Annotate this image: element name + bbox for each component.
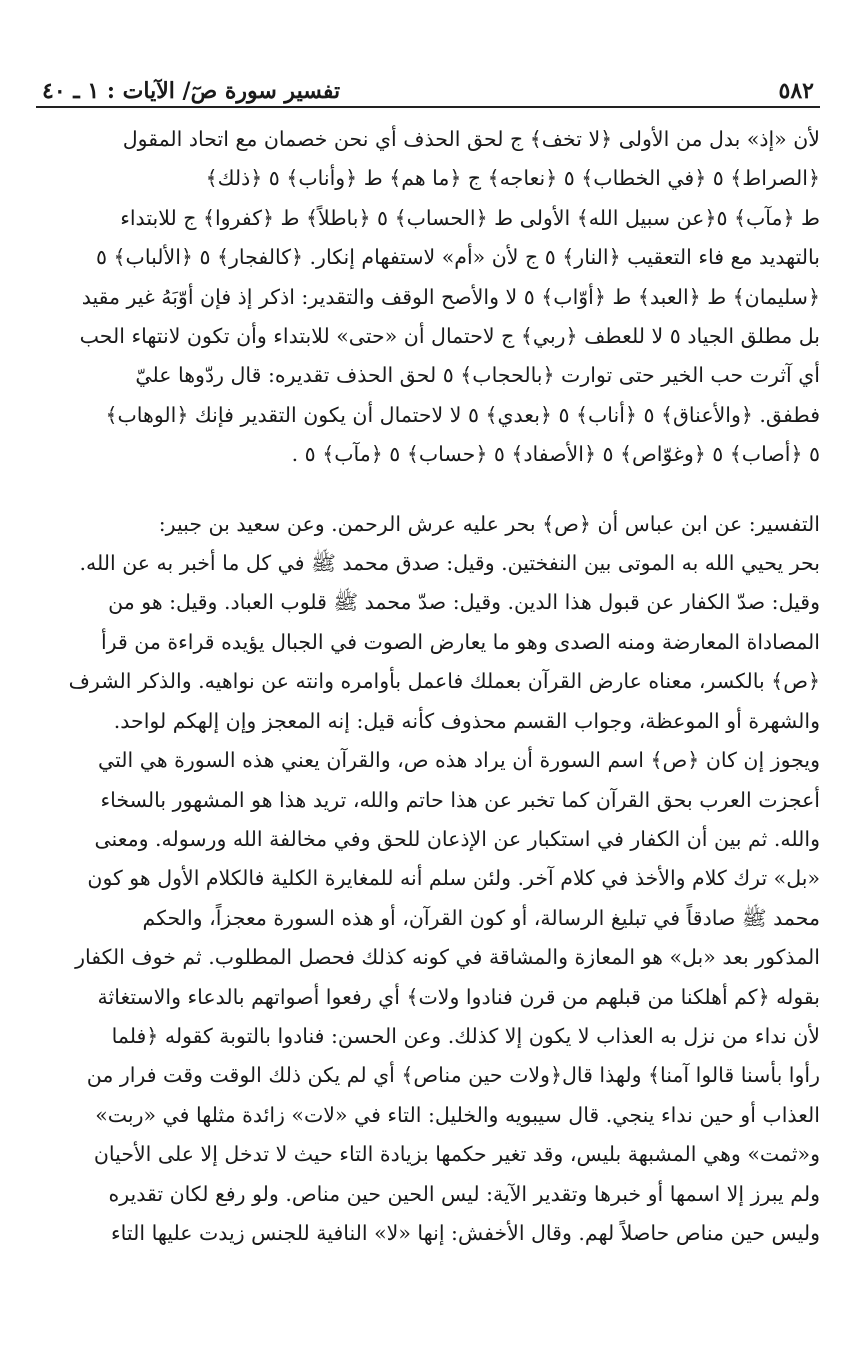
text-line: بالتهديد مع فاء التعقيب ﴿النار﴾ ٥ ج لأن «أم» لاستفهام إنكار. ﴿كالفجار﴾ ٥ ﴿الألباب﴾ ٥ (96, 245, 820, 270)
tafsir-paragraph (36, 505, 820, 1254)
text-line: المصاداة المعارضة ومنه الصدى وهو ما يعارض الصوت في الجبال يؤيده قراءة من قرأ (100, 629, 820, 654)
text-line: ﴿سليمان﴾ ط ﴿العبد﴾ ط ﴿أوّاب﴾ ٥ لا والأصح الوقف والتقدير: اذكر إذ فإن أوّبَهُ غير مقيد (81, 284, 820, 309)
text-line: بل مطلق الجياد ٥ لا للعطف ﴿ربي﴾ ج لاحتمال أن «حتى» للابتداء وأن تكون لانتهاء الحب (79, 324, 820, 349)
text-line: بحر يحيي الله به الموتى بين النفختين. وقيل: صدق محمد ﷺ في كل ما أخبر به عن الله. (79, 551, 820, 576)
text-line: والشهرة أو الموعظة، وجواب القسم محذوف كأنه قيل: إنه المعجز وإن إلهكم لواحد. (113, 708, 820, 733)
page-number: ٥٨٢ (778, 78, 814, 104)
text-line: ط ﴿مآب﴾ ٥﴿عن سبيل الله﴾ الأولى ط ﴿الحساب﴾ ٥ ﴿باطلاً﴾ ط ﴿كفروا﴾ ج للابتداء (120, 205, 820, 230)
text-line: العذاب أو حين نداء ينجي. قال سيبويه والخليل: التاء في «لات» زائدة مثلها في «ربت» (95, 1102, 820, 1127)
running-title: تفسير سورة صٓ/ الآيات : ١ ـ ٤٠ (42, 78, 341, 104)
text-line: بقوله ﴿كم أهلكنا من قبلهم من قرن فنادوا ولات﴾ أي رفعوا أصواتهم بالدعاء والاستغاثة (97, 984, 820, 1009)
text-line: أي آثرت حب الخير حتى توارت ﴿بالحجاب﴾ ٥ لحق الحذف تقديره: قال ردّوها عليّ (135, 363, 820, 388)
text-line: ويجوز إن كان ﴿ص﴾ اسم السورة أن يراد هذه ص، والقرآن يعني هذه السورة هي التي (98, 748, 820, 773)
page-header (36, 66, 820, 108)
book-page (36, 66, 820, 1253)
text-line: والله. ثم بين أن الكفار في استكبار عن الإذعان للحق وفي مخالفة الله ورسوله. ومعنى (94, 826, 820, 851)
text-line: ﴿الصراط﴾ ٥ ﴿في الخطاب﴾ ٥ ﴿نعاجه﴾ ج ﴿ما هم﴾ ط ﴿وأناب﴾ ٥ ﴿ذلك﴾ (205, 166, 820, 191)
text-line: وليس حين مناص حاصلاً لهم. وقال الأخفش: إنها «لا» النافية للجنس زيدت عليها التاء (111, 1220, 820, 1245)
text-line: ﴿ص﴾ بالكسر، معناه عارض القرآن بعملك فاعمل بأوامره وانته عن نواهيه. والذكر الشرف (68, 669, 820, 694)
text-line: ٥ ﴿أصاب﴾ ٥ ﴿وغوّاص﴾ ٥ ﴿الأصفاد﴾ ٥ ﴿حساب﴾ ٥ ﴿مآب﴾ ٥ . (291, 442, 820, 467)
text-line: رأوا بأسنا قالوا آمنا﴾ ولهذا قال﴿ولات حين مناص﴾ أي لم يكن ذلك الوقت وقت فرار من (86, 1063, 820, 1088)
text-line: التفسير: عن ابن عباس أن ﴿ص﴾ بحر عليه عرش الرحمن. وعن سعيد بن جبير: (158, 511, 820, 536)
text-line: محمد ﷺ صادقاً في تبليغ الرسالة، أو كون القرآن، أو هذه السورة معجزاً، والحكم (142, 905, 820, 930)
text-line: وقيل: صدّ الكفار عن قبول هذا الدين. وقيل: صدّ محمد ﷺ قلوب العباد. وقيل: هو من (108, 590, 820, 615)
text-line: فطفق. ﴿والأعناق﴾ ٥ ﴿أناب﴾ ٥ ﴿بعدي﴾ ٥ لا لاحتمال أن يكون التقدير فإنك ﴿الوهاب﴾ (105, 402, 820, 427)
text-line: ولم يبرز إلا اسمها أو خبرها وتقدير الآية: ليس الحين حين مناص. ولو رفع لكان تقديره (108, 1181, 820, 1206)
text-line: أعجزت العرب بحق القرآن كما تخبر عن هذا حاتم والله، تريد هذا هو المشهور بالسخاء (100, 787, 820, 812)
text-line: لأن «إذ» بدل من الأولى ﴿لا تخف﴾ ج لحق الحذف أي نحن خصمان مع اتحاد المقول (122, 127, 820, 151)
text-line: المذكور بعد «بل» هو المعازة والمشاقة في كونه كذلك فحصل المطلوب. ثم خوف الكفار (75, 945, 820, 970)
text-line: لأن نداء من نزل به العذاب لا يكون إلا كذلك. وعن الحسن: فنادوا بالتوبة كقوله ﴿فلما (111, 1023, 820, 1048)
waqf-paragraph (36, 120, 820, 475)
text-line: «بل» ترك كلام والأخذ في كلام آخر. ولئن سلم أنه للمغايرة الكلية فالكلام الأول هو كون (87, 866, 820, 891)
text-line: و«ثمت» وهي المشبهة بليس، وقد تغير حكمها بزيادة التاء حيث لا تدخل إلا على الأحيان (93, 1142, 820, 1167)
